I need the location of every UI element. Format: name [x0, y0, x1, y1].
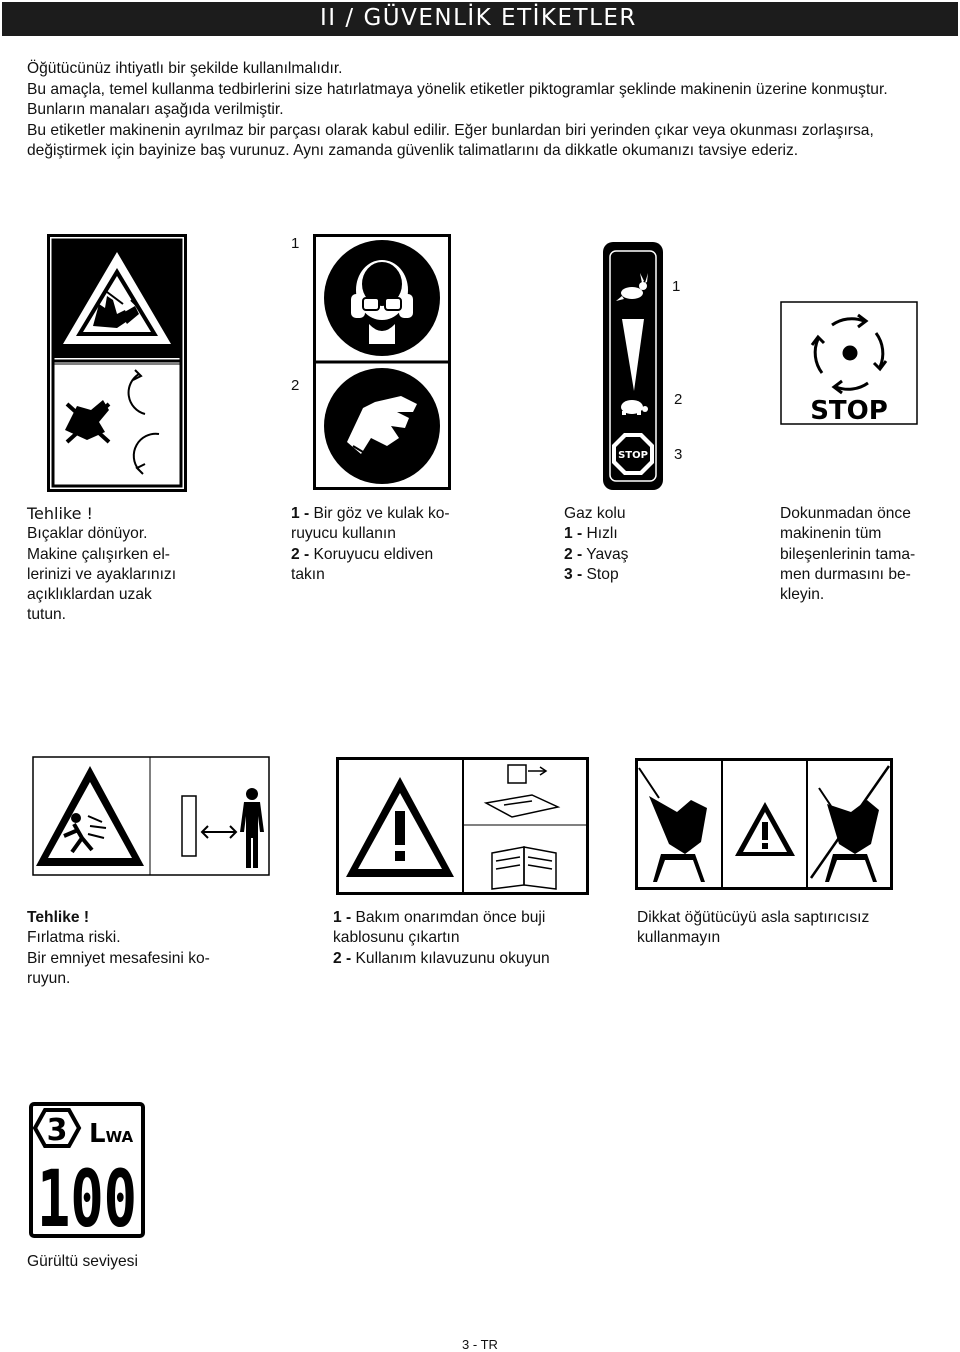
caption-line: Bir emniyet mesafesini ko-: [27, 949, 210, 967]
item-number: 1 -: [564, 525, 583, 543]
stop-caption: [780, 504, 950, 605]
stop-text: STOP: [618, 450, 648, 461]
item-number: 2 -: [333, 949, 352, 967]
noise-class-number: 3: [46, 1113, 68, 1148]
caption-line: [291, 545, 511, 565]
noise-class-hexagon-icon: [35, 1110, 79, 1148]
caption-line: Dikkat öğütücüyü asla saptırıcısız: [637, 909, 870, 926]
ppe-label: [313, 234, 451, 490]
caption-line: açıklıklardan uzak: [27, 586, 152, 604]
item-text: Hızlı: [582, 525, 618, 543]
caption-line: [333, 928, 613, 948]
caption-line: [333, 949, 613, 969]
caption-line: [564, 545, 764, 565]
blades-caption: [27, 504, 237, 626]
throttle-caption: [564, 504, 764, 585]
caption-line: bileşenlerinin tama-: [780, 545, 916, 563]
page-number: 3 - TR: [462, 1337, 498, 1352]
item-number: 1 -: [333, 909, 352, 926]
intro-paragraph: Bu amaçla, temel kullanma tedbirlerini size hatırlatmaya yönelik etiketler piktogramlar şeklinde makinenin üzerine konmuştur. Bunların manaları aşağıda verilmiştir.: [27, 80, 888, 119]
throttle-number-3: 3: [674, 446, 683, 463]
item-text: Bakım onarımdan önce buji: [351, 909, 546, 926]
danger-title: Tehlike !: [27, 504, 93, 523]
noise-level-label: [29, 1102, 145, 1245]
item-text: Yavaş: [582, 545, 629, 563]
projection-warning-label: [32, 756, 270, 876]
stop-text: STOP: [810, 396, 888, 426]
stop-rotation-label: [780, 301, 918, 425]
intro-paragraph: Bu etiketler makinenin ayrılmaz bir parçası olarak kabul edilir. Eğer bunlardan biri yerinden çıkar veya okunması zorlaşırsa, değiştirmek için bayinize baş vurunuz. Aynı zamanda güvenlik talimatlarını da dikkatle okumanızı tavsiye ederiz.: [27, 121, 874, 160]
caption-line: [564, 524, 764, 544]
caption-line: Bıçaklar dönüyor.: [27, 525, 148, 543]
throttle-number-1: 1: [672, 278, 681, 295]
gloves-icon: [324, 368, 440, 484]
caption-line: ruyun.: [27, 969, 71, 987]
caption-line: Makine çalışırken el-: [27, 545, 170, 563]
item-text: Koruyucu eldiven: [309, 545, 434, 563]
caption-line: [564, 565, 764, 585]
item-number: 2 -: [291, 545, 310, 563]
projection-caption: [27, 908, 247, 989]
caption-line: [291, 565, 511, 585]
noise-value: 100: [37, 1155, 137, 1245]
item-text: ruyucu kullanın: [291, 525, 396, 543]
barrier-icon: [182, 796, 196, 856]
intro-text: [27, 59, 922, 162]
eye-ear-protection-icon: [324, 240, 440, 356]
caption-line: makinenin tüm: [780, 525, 882, 543]
page-header: [2, 2, 958, 36]
item-text: Kullanım kılavuzunu okuyun: [351, 949, 550, 967]
caption-line: lerinizi ve ayaklarınızı: [27, 565, 177, 583]
throttle-number-2: 2: [674, 391, 683, 408]
caption-line: [291, 504, 511, 524]
item-number: 1 -: [291, 505, 310, 522]
item-text: kablosunu çıkartın: [333, 929, 460, 947]
ppe-caption: [291, 504, 511, 585]
maintenance-caption: [333, 908, 613, 969]
throttle-label: [602, 241, 664, 491]
lwa-letter: L: [89, 1119, 106, 1149]
caption-line: [333, 908, 613, 928]
caption-title: Gaz kolu: [564, 505, 626, 522]
caption-line: Fırlatma riski.: [27, 929, 121, 947]
lwa-subscript: WA: [105, 1128, 134, 1146]
deflector-warning-label: [635, 758, 893, 890]
caption-line: Dokunmadan önce: [780, 505, 911, 522]
item-text: Bir göz ve kulak ko-: [309, 505, 450, 522]
caption-line: tutun.: [27, 606, 67, 624]
maintenance-label: [336, 757, 589, 895]
ppe-number-2: 2: [291, 377, 300, 394]
ppe-number-1: 1: [291, 235, 300, 252]
item-number: 3 -: [564, 565, 583, 583]
caption-line: kullanmayın: [637, 929, 721, 947]
caption-line: [291, 524, 511, 544]
page-title: II / GÜVENLİK ETİKETLER: [320, 5, 637, 31]
item-text: Stop: [582, 565, 619, 583]
stop-sign-icon: [612, 433, 654, 475]
deflector-caption: [637, 908, 937, 949]
noise-caption: Gürültü seviyesi: [27, 1253, 138, 1270]
danger-title: Tehlike !: [27, 909, 90, 926]
caption-line: kleyin.: [780, 586, 825, 604]
caption-line: men durmasını be-: [780, 565, 911, 583]
item-number: 2 -: [564, 545, 583, 563]
intro-paragraph: Öğütücünüz ihtiyatlı bir şekilde kullanılmalıdır.: [27, 60, 343, 77]
item-text: takın: [291, 565, 325, 583]
blades-warning-label: [47, 234, 187, 492]
